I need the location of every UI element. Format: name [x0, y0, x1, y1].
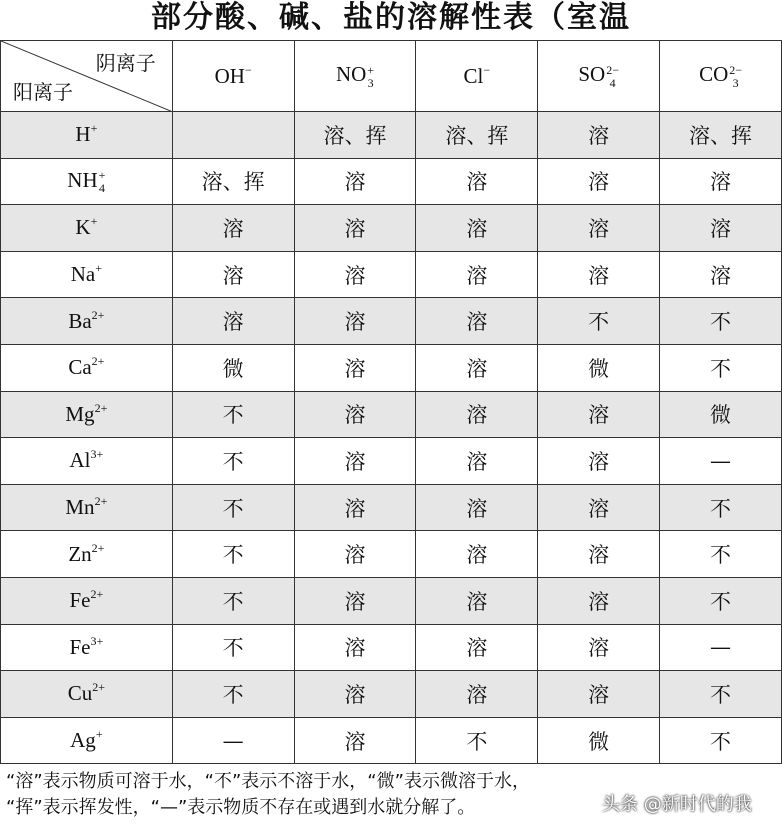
anion-formula — [335, 62, 375, 90]
solubility-cell: 溶 — [294, 438, 416, 485]
solubility-table — [0, 40, 782, 764]
cation-header-cell — [1, 251, 173, 298]
solubility-cell: 溶 — [416, 577, 538, 624]
cation-header-cell — [1, 298, 173, 345]
solubility-cell: 不 — [660, 577, 782, 624]
cation-header-cell — [1, 391, 173, 438]
anion-header-cell — [538, 41, 660, 112]
solubility-cell: 溶 — [416, 484, 538, 531]
cation-formula — [69, 588, 103, 612]
solubility-cell: 微 — [660, 391, 782, 438]
ion-symbol: Al — [69, 448, 91, 473]
ion-charge: 2+ — [94, 494, 108, 509]
ion-subscript: 3 — [367, 75, 374, 90]
ion-symbol: NH — [67, 167, 98, 192]
watermark: 头条 @新时代的我 — [602, 794, 752, 815]
ion-charge: 2+ — [91, 354, 105, 369]
ion-symbol: Fe — [69, 634, 91, 659]
solubility-cell: 不 — [172, 671, 294, 718]
solubility-cell: 溶 — [416, 158, 538, 205]
table-row — [1, 624, 782, 671]
ion-symbol: OH — [214, 63, 245, 88]
cation-header-cell — [1, 671, 173, 718]
ion-symbol: Ca — [68, 355, 92, 380]
solubility-cell: 溶 — [294, 531, 416, 578]
cation-formula — [69, 635, 103, 659]
solubility-cell: 溶 — [172, 251, 294, 298]
ion-charge: 2+ — [90, 587, 104, 602]
ion-charge-stack — [367, 64, 374, 90]
ion-charge-stack — [606, 64, 619, 90]
table-row — [1, 438, 782, 485]
table-row — [1, 344, 782, 391]
solubility-cell: 不 — [172, 391, 294, 438]
solubility-cell: 溶 — [416, 438, 538, 485]
page-title: 部分酸、碱、盐的溶解性表（室温 — [151, 0, 631, 35]
ion-symbol: K — [75, 215, 91, 240]
solubility-cell: 溶 — [294, 577, 416, 624]
cation-formula — [68, 355, 104, 379]
cation-axis-label: 阳离子 — [13, 80, 73, 104]
anion-header-cell — [172, 41, 294, 112]
table-row — [1, 484, 782, 531]
cation-formula — [65, 402, 107, 426]
solubility-cell: 溶 — [538, 671, 660, 718]
solubility-cell: 溶 — [538, 158, 660, 205]
table-row — [1, 577, 782, 624]
ion-charge: 2− — [606, 62, 619, 77]
cation-header-cell — [1, 624, 173, 671]
ion-charge: + — [90, 214, 98, 229]
solubility-cell: 溶 — [660, 158, 782, 205]
anion-header-cell — [416, 41, 538, 112]
solubility-cell: 溶 — [294, 391, 416, 438]
solubility-cell: 溶 — [538, 251, 660, 298]
ion-charge: + — [90, 121, 98, 136]
cation-header-cell — [1, 158, 173, 205]
solubility-cell: 溶 — [538, 577, 660, 624]
solubility-cell — [172, 112, 294, 159]
solubility-cell: 溶 — [660, 251, 782, 298]
table-row — [1, 671, 782, 718]
solubility-cell: 溶 — [294, 484, 416, 531]
solubility-cell: 不 — [172, 438, 294, 485]
solubility-cell: 不 — [172, 624, 294, 671]
anion-formula — [215, 64, 252, 88]
cation-header-cell — [1, 717, 173, 764]
anion-formula — [464, 64, 491, 88]
table-row — [1, 298, 782, 345]
solubility-cell: 溶 — [294, 158, 416, 205]
cation-formula — [68, 309, 104, 333]
ion-charge: 2+ — [91, 540, 105, 555]
ion-subscript: 4 — [609, 75, 616, 90]
ion-symbol: Mg — [65, 401, 95, 426]
solubility-cell: 溶 — [416, 344, 538, 391]
solubility-cell: 溶 — [660, 205, 782, 252]
ion-symbol: NO — [335, 62, 367, 87]
solubility-cell: 微 — [538, 344, 660, 391]
solubility-cell: 溶 — [294, 298, 416, 345]
solubility-cell: 不 — [660, 531, 782, 578]
cation-header-cell — [1, 205, 173, 252]
solubility-cell: 溶 — [538, 112, 660, 159]
anion-axis-label: 阴离子 — [95, 51, 156, 75]
cation-header-cell — [1, 344, 173, 391]
solubility-cell: 溶 — [416, 251, 538, 298]
solubility-cell: 不 — [416, 717, 538, 764]
ion-charge: + — [367, 62, 375, 77]
solubility-cell: 溶 — [172, 298, 294, 345]
table-row — [1, 205, 782, 252]
solubility-cell: 溶 — [416, 671, 538, 718]
ion-subscript: 4 — [99, 180, 106, 195]
solubility-cell: 不 — [660, 671, 782, 718]
ion-symbol: Cu — [67, 681, 93, 706]
solubility-cell: 溶 — [416, 531, 538, 578]
cation-header-cell — [1, 577, 173, 624]
ion-charge: 2− — [729, 62, 743, 77]
table-row — [1, 158, 782, 205]
solubility-cell: — — [660, 438, 782, 485]
solubility-cell: 微 — [538, 717, 660, 764]
ion-symbol: SO — [578, 62, 606, 87]
ion-charge: + — [95, 261, 102, 276]
ion-charge: − — [483, 62, 491, 77]
solubility-cell: 溶 — [538, 438, 660, 485]
table-row — [1, 391, 782, 438]
ion-charge: 3+ — [90, 633, 104, 648]
solubility-cell: — — [660, 624, 782, 671]
corner-cell — [1, 41, 173, 112]
solubility-cell: 不 — [172, 531, 294, 578]
cation-formula — [70, 728, 102, 752]
cation-header-cell — [1, 438, 173, 485]
cation-formula — [65, 495, 107, 519]
ion-symbol: H — [75, 122, 91, 147]
ion-symbol: Mn — [65, 495, 95, 520]
solubility-cell: 不 — [660, 344, 782, 391]
ion-subscript: 3 — [732, 75, 739, 90]
cation-formula — [67, 167, 106, 195]
ion-charge-stack — [99, 169, 106, 195]
solubility-cell: 不 — [538, 298, 660, 345]
ion-charge: + — [95, 727, 103, 742]
table-row — [1, 251, 782, 298]
cation-formula — [75, 215, 97, 239]
cation-formula — [69, 448, 103, 472]
table-row — [1, 112, 782, 159]
table-row — [1, 531, 782, 578]
ion-charge: + — [98, 167, 106, 182]
solubility-cell: 溶、挥 — [172, 158, 294, 205]
ion-symbol: Ba — [68, 308, 92, 333]
solubility-cell: 溶 — [416, 391, 538, 438]
solubility-cell: 不 — [172, 484, 294, 531]
solubility-cell: 溶、挥 — [660, 112, 782, 159]
ion-charge: 2+ — [94, 400, 108, 415]
solubility-cell: 溶 — [538, 484, 660, 531]
solubility-cell: 溶 — [538, 391, 660, 438]
solubility-cell: 不 — [660, 484, 782, 531]
solubility-cell: 溶 — [294, 344, 416, 391]
solubility-cell: 不 — [172, 577, 294, 624]
solubility-cell: 不 — [660, 717, 782, 764]
ion-charge: − — [244, 62, 252, 77]
solubility-cell: 溶 — [538, 624, 660, 671]
anion-header-cell — [660, 41, 782, 112]
solubility-cell: — — [172, 717, 294, 764]
solubility-cell: 溶 — [294, 717, 416, 764]
ion-symbol: Na — [70, 262, 96, 287]
table-body — [1, 112, 782, 764]
header-row — [1, 41, 782, 112]
ion-symbol: Fe — [69, 588, 91, 613]
cation-formula — [75, 122, 97, 146]
cation-formula — [71, 262, 102, 286]
cation-formula — [68, 542, 104, 566]
cation-header-cell — [1, 112, 173, 159]
solubility-cell: 溶 — [172, 205, 294, 252]
solubility-cell: 溶 — [294, 671, 416, 718]
solubility-cell: 溶 — [416, 205, 538, 252]
footnote-line: “溶”表示物质可溶于水，“不”表示不溶于水，“微”表示微溶于水， — [6, 771, 530, 792]
solubility-cell: 溶 — [294, 624, 416, 671]
cation-formula — [68, 681, 105, 705]
table-row — [1, 717, 782, 764]
ion-symbol: Ag — [70, 728, 96, 753]
cation-header-cell — [1, 484, 173, 531]
solubility-cell: 溶 — [416, 624, 538, 671]
solubility-cell: 溶 — [294, 205, 416, 252]
ion-charge: 3+ — [90, 447, 104, 462]
solubility-cell: 微 — [172, 344, 294, 391]
anion-header-cell — [294, 41, 416, 112]
solubility-cell: 溶 — [538, 205, 660, 252]
anion-formula — [699, 62, 743, 90]
ion-symbol: CO — [699, 62, 729, 87]
solubility-cell: 溶、挥 — [294, 112, 416, 159]
ion-charge: 2+ — [92, 680, 106, 695]
ion-charge: 2+ — [91, 307, 105, 322]
solubility-cell: 溶 — [416, 298, 538, 345]
ion-symbol: Zn — [68, 541, 92, 566]
ion-symbol: Cl — [463, 63, 484, 88]
ion-charge-stack — [729, 64, 742, 90]
cation-header-cell — [1, 531, 173, 578]
solubility-cell: 不 — [660, 298, 782, 345]
solubility-cell: 溶、挥 — [416, 112, 538, 159]
solubility-cell: 溶 — [294, 251, 416, 298]
solubility-cell: 溶 — [538, 531, 660, 578]
anion-formula — [578, 62, 619, 90]
footnote-line: “挥”表示挥发性，“—”表示物质不存在或遇到水就分解了。 — [6, 797, 476, 818]
